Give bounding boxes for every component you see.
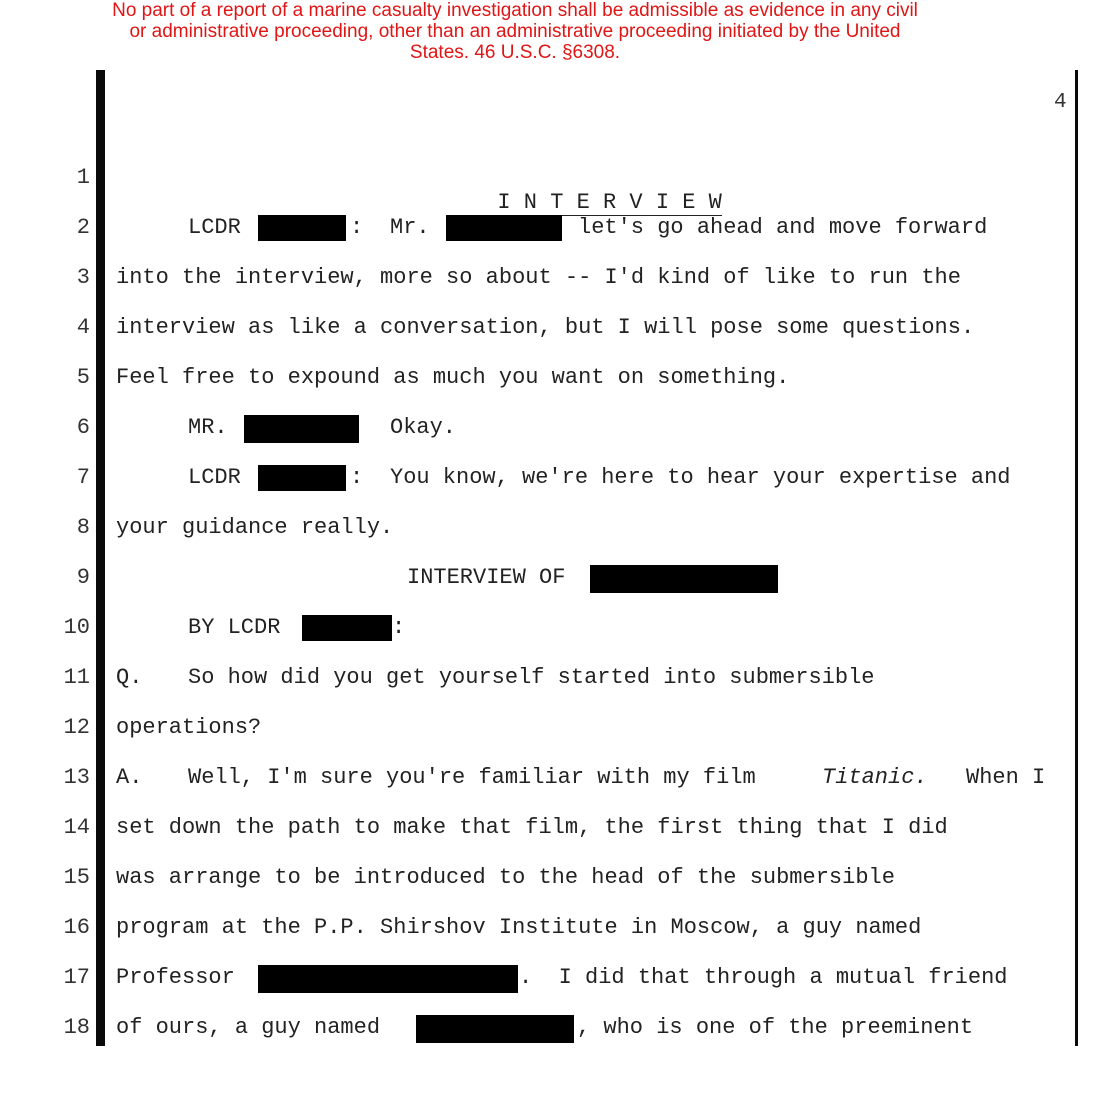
spoken-text: let's go ahead and move forward (578, 215, 988, 240)
section-heading: INTERVIEW OF (407, 565, 566, 590)
disclaimer-line-3: States. 46 U.S.C. §6308. (409, 42, 621, 63)
transcript-line-13 (0, 765, 1075, 791)
transcript-line-18 (0, 1015, 1075, 1041)
speaker-label: LCDR (188, 215, 241, 240)
line-number: 3 (76, 265, 90, 290)
transcript-line-4: interview as like a conversation, but I will pose some questions. (116, 315, 975, 340)
question-text: So how did you get yourself started into submersible (188, 665, 875, 690)
disclaimer-notice (0, 0, 1030, 63)
spoken-text: Okay. (390, 415, 457, 440)
title-word: Professor (116, 965, 235, 990)
line-number: 18 (63, 1015, 90, 1040)
redaction-box (258, 215, 346, 241)
redaction-box (302, 615, 392, 641)
transcript-line-7 (0, 465, 1075, 491)
spoken-text: You know, we're here to hear your expertise and (390, 465, 1011, 490)
line-number: 5 (76, 365, 90, 390)
colon: : (392, 615, 406, 640)
transcript-line-14: set down the path to make that film, the first thing that I did (116, 815, 948, 840)
transcript-line-12: operations? (116, 715, 262, 740)
disclaimer-line-2: or administrative proceeding, other than an administrative proceeding initiated by the United (129, 21, 901, 42)
colon: : (350, 465, 364, 490)
line-number: 12 (63, 715, 90, 740)
line-number: 6 (76, 415, 90, 440)
right-margin-rule (1075, 70, 1078, 1046)
line-number: 2 (76, 215, 90, 240)
colon: : (350, 215, 364, 240)
question-marker: Q. (116, 665, 143, 690)
transcript-line-17 (0, 965, 1075, 991)
transcript-line-11 (0, 665, 1075, 691)
line-number: 4 (76, 315, 90, 340)
redaction-box (244, 415, 359, 443)
line-number: 9 (76, 565, 90, 590)
line-number: 13 (63, 765, 90, 790)
redaction-box (590, 565, 778, 593)
line-number: 11 (63, 665, 90, 690)
transcript-line-15: was arrange to be introduced to the head of the submersible (116, 865, 895, 890)
interview-title-text: I N T E R V I E W (497, 190, 722, 215)
honorific: Mr. (390, 215, 430, 240)
transcript-line-2 (0, 215, 1075, 241)
spoken-text: of ours, a guy named (116, 1015, 381, 1040)
page-number: 4 (1054, 91, 1067, 114)
spoken-text-continued: , who is one of the preeminent (577, 1015, 974, 1040)
line-number: 16 (63, 915, 90, 940)
redaction-box (416, 1015, 574, 1043)
transcript-line-3: into the interview, more so about -- I'd kind of like to run the (116, 265, 961, 290)
disclaimer-line-1: No part of a report of a marine casualty investigation shall be admissible as evidence in any civil (112, 0, 918, 21)
line-number: 14 (63, 815, 90, 840)
transcript-line-16: program at the P.P. Shirshov Institute in Moscow, a guy named (116, 915, 922, 940)
redaction-box (446, 215, 562, 241)
transcript-line-9 (0, 565, 1075, 591)
line-number: 8 (76, 515, 90, 540)
line-number: 1 (76, 165, 90, 190)
line-number: 15 (63, 865, 90, 890)
speaker-label: MR. (188, 415, 228, 440)
transcript-line-8: your guidance really. (116, 515, 394, 540)
line-number: 7 (76, 465, 90, 490)
transcript-line-6 (0, 415, 1075, 441)
examiner-label: BY LCDR (188, 615, 281, 640)
line-number: 17 (63, 965, 90, 990)
redaction-box (258, 465, 346, 491)
transcript-line-10 (0, 615, 1075, 641)
transcript-line-5: Feel free to expound as much you want on something. (116, 365, 790, 390)
film-title: Titanic. (822, 765, 928, 790)
answer-text: Well, I'm sure you're familiar with my film (188, 765, 769, 790)
redaction-box (258, 965, 518, 993)
interview-title (471, 165, 722, 215)
answer-marker: A. (116, 765, 143, 790)
spoken-text: . I did that through a mutual friend (519, 965, 1008, 990)
line-number: 10 (63, 615, 90, 640)
answer-text-continued: When I (966, 765, 1046, 790)
speaker-label: LCDR (188, 465, 241, 490)
